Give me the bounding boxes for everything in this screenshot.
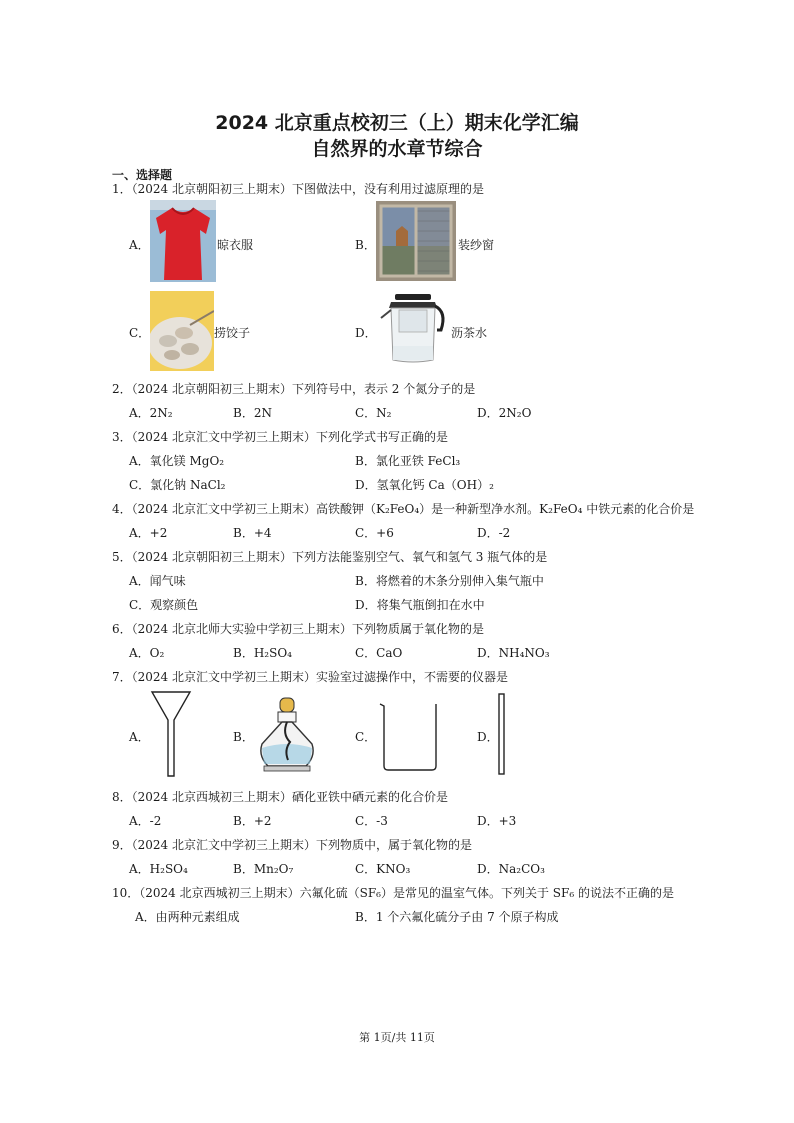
q9-option-a: A．H₂SO₄ bbox=[129, 862, 188, 876]
q1-option-d-letter: D． bbox=[355, 326, 377, 340]
page-footer: 第 1页/共 11页 bbox=[359, 1031, 435, 1044]
q4-option-d: D．-2 bbox=[477, 526, 511, 540]
document-subtitle: 自然界的水章节综合 bbox=[311, 138, 483, 160]
q8-option-a: A．-2 bbox=[129, 814, 162, 828]
q6-option-d: D．NH₄NO₃ bbox=[477, 646, 550, 660]
question-4-stem: 4．（2024 北京汇文中学初三上期末）高铁酸钾（K₂FeO₄）是一种新型净水剂。K₂FeO₄ 中铁元素的化合价是 bbox=[112, 502, 695, 516]
q8-option-c: C．-3 bbox=[355, 814, 388, 828]
q2-option-a: A．2N₂ bbox=[129, 406, 173, 420]
q10-option-a: A．由两种元素组成 bbox=[135, 910, 240, 924]
q9-option-c: C．KNO₃ bbox=[355, 862, 411, 876]
q1-option-b-text: 装纱窗 bbox=[458, 238, 495, 252]
teapot-photo bbox=[377, 290, 449, 366]
q5-option-c: C．观察颜色 bbox=[129, 598, 199, 612]
question-2-stem: 2．（2024 北京朝阳初三上期末）下列符号中，表示 2 个氮分子的是 bbox=[112, 382, 476, 396]
question-9-stem: 9．（2024 北京汇文中学初三上期末）下列物质中，属于氧化物的是 bbox=[112, 838, 472, 852]
q1-option-b-letter: B． bbox=[355, 238, 376, 252]
beaker-icon bbox=[376, 700, 440, 772]
q3-option-a: A．氧化镁 MgO₂ bbox=[129, 454, 225, 468]
q5-option-d: D．将集气瓶倒扣在水中 bbox=[355, 598, 485, 612]
question-1-stem: 1．（2024 北京朝阳初三上期末）下图做法中，没有利用过滤原理的是 bbox=[112, 182, 484, 196]
q1-option-c-letter: C． bbox=[129, 326, 151, 340]
funnel-icon bbox=[150, 690, 192, 778]
question-6-stem: 6．（2024 北京北师大实验中学初三上期末）下列物质属于氧化物的是 bbox=[112, 622, 484, 636]
q3-option-d: D．氢氧化钙 Ca（OH）₂ bbox=[355, 478, 494, 492]
dumplings-photo bbox=[150, 291, 214, 371]
q2-option-c: C．N₂ bbox=[355, 406, 392, 420]
q3-option-c: C．氯化钠 NaCl₂ bbox=[129, 478, 226, 492]
question-7-stem: 7．（2024 北京汇文中学初三上期末）实验室过滤操作中，不需要的仪器是 bbox=[112, 670, 508, 684]
question-8-stem: 8．（2024 北京西城初三上期末）硒化亚铁中硒元素的化合价是 bbox=[112, 790, 448, 804]
q10-option-b: B．1 个六氟化硫分子由 7 个原子构成 bbox=[355, 910, 559, 924]
question-10-stem: 10．（2024 北京西城初三上期末）六氟化硫（SF₆）是常见的温室气体。下列关于 SF₆ 的说法不正确的是 bbox=[112, 886, 674, 900]
glass-rod-icon bbox=[497, 692, 507, 776]
q1-option-c-text: 捞饺子 bbox=[214, 326, 251, 340]
q2-option-d: D．2N₂O bbox=[477, 406, 532, 420]
q8-option-d: D．+3 bbox=[477, 814, 517, 828]
q1-option-a-text: 晾衣服 bbox=[217, 238, 254, 252]
question-3-stem: 3．（2024 北京汇文中学初三上期末）下列化学式书写正确的是 bbox=[112, 430, 448, 444]
window-screen-photo bbox=[376, 201, 456, 281]
q1-option-d-text: 沥茶水 bbox=[451, 326, 488, 340]
q7-option-c: C． bbox=[355, 730, 377, 744]
q4-option-b: B．+4 bbox=[233, 526, 272, 540]
q7-option-d: D． bbox=[477, 730, 499, 744]
question-5-stem: 5．（2024 北京朝阳初三上期末）下列方法能鉴别空气、氧气和氢气 3 瓶气体的是 bbox=[112, 550, 548, 564]
q7-option-b: B． bbox=[233, 730, 254, 744]
q4-option-c: C．+6 bbox=[355, 526, 394, 540]
q6-option-b: B．H₂SO₄ bbox=[233, 646, 292, 660]
shirt-photo bbox=[150, 200, 216, 282]
section-heading: 一、选择题 bbox=[112, 168, 173, 182]
q6-option-c: C．CaO bbox=[355, 646, 403, 660]
alcohol-lamp-icon bbox=[254, 694, 320, 774]
q3-option-b: B．氯化亚铁 FeCl₃ bbox=[355, 454, 461, 468]
q1-option-a-letter: A． bbox=[129, 238, 150, 252]
q7-option-a: A． bbox=[129, 730, 150, 744]
q8-option-b: B．+2 bbox=[233, 814, 272, 828]
q4-option-a: A．+2 bbox=[129, 526, 168, 540]
q2-option-b: B．2N bbox=[233, 406, 272, 420]
q9-option-d: D．Na₂CO₃ bbox=[477, 862, 545, 876]
q6-option-a: A．O₂ bbox=[129, 646, 165, 660]
q5-option-a: A．闻气味 bbox=[129, 574, 186, 588]
q5-option-b: B．将燃着的木条分别伸入集气瓶中 bbox=[355, 574, 544, 588]
document-title: 2024 北京重点校初三（上）期末化学汇编 bbox=[215, 112, 579, 134]
q9-option-b: B．Mn₂O₇ bbox=[233, 862, 294, 876]
